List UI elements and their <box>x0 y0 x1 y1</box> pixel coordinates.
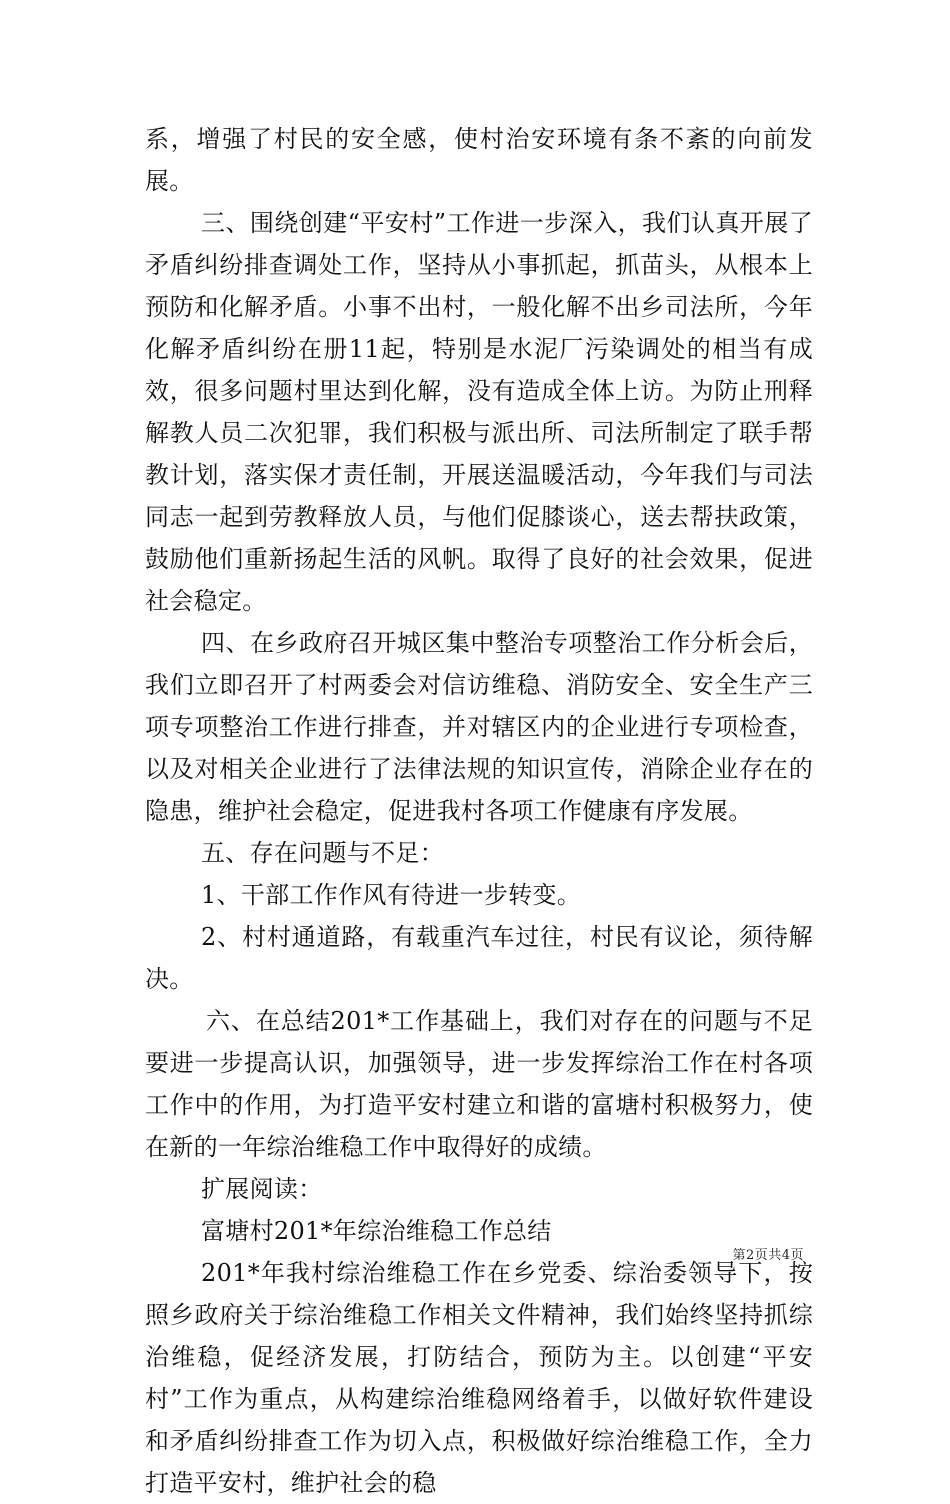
paragraph-section-five-heading: 五、存在问题与不足： <box>201 839 444 867</box>
paragraph-section-four: 四、在乡政府召开城区集中整治专项整治工作分析会后，我们立即召开了村两委会对信访维稳、消防安全、安全生产三项专项整治工作进行排查，并对辖区内的企业进行专项检查，以及对相关企业进行了法律法规的知识宣传，消除企业存在的隐患，维护社会稳定，促进我村各项工作健康有序发展。 <box>145 629 813 825</box>
paragraph-extended-reading: 扩展阅读： <box>201 1175 323 1203</box>
document-body <box>145 118 813 1504</box>
paragraph-section-three: 三、围绕创建“平安村”工作进一步深入，我们认真开展了矛盾纠纷排查调处工作，坚持从小事抓起，抓苗头，从根本上预防和化解矛盾。小事不出村，一般化解不出乡司法所，今年化解矛盾纠纷在册11起，特别是水泥厂污染调处的相当有成效，很多问题村里达到化解，没有造成全体上访。为防止刑释解教人员二次犯罪，我们积极与派出所、司法所制定了联手帮教计划，落实保才责任制，开展送温暖活动，今年我们与司法同志一起到劳教释放人员，与他们促膝谈心，送去帮扶政策，鼓励他们重新扬起生活的风帆。取得了良好的社会效果，促进社会稳定。 <box>145 209 813 615</box>
paragraph-section-six: 六、在总结201*工作基础上，我们对存在的问题与不足要进一步提高认识，加强领导，进一步发挥综治工作在村各项工作中的作用，为打造平安村建立和谐的富塘村积极努力，使在新的一年综治维稳工作中取得好的成绩。 <box>145 1007 813 1161</box>
paragraph-issue-one: 1、干部工作作风有待进一步转变。 <box>201 881 582 909</box>
page-number-footer: 第2页共4页 <box>732 1248 804 1263</box>
paragraph-issue-two: 2、村村通道路，有载重汽车过往，村民有议论，须待解决。 <box>145 923 813 993</box>
paragraph-continuation: 系，增强了村民的安全感，使村治安环境有条不紊的向前发展。 <box>145 125 813 195</box>
paragraph-summary-title: 富塘村201*年综治维稳工作总结 <box>201 1217 552 1245</box>
paragraph-summary-body: 201*年我村综治维稳工作在乡党委、综治委领导下，按照乡政府关于综治维稳工作相关文件精神，我们始终坚持抓综治维稳，促经济发展，打防结合，预防为主。以创建“平安村”工作为重点，从构建综治维稳网络着手，以做好软件建设和矛盾纠纷排查工作为切入点，积极做好综治维稳工作，全力打造平安村，维护社会的稳 <box>145 1259 813 1497</box>
